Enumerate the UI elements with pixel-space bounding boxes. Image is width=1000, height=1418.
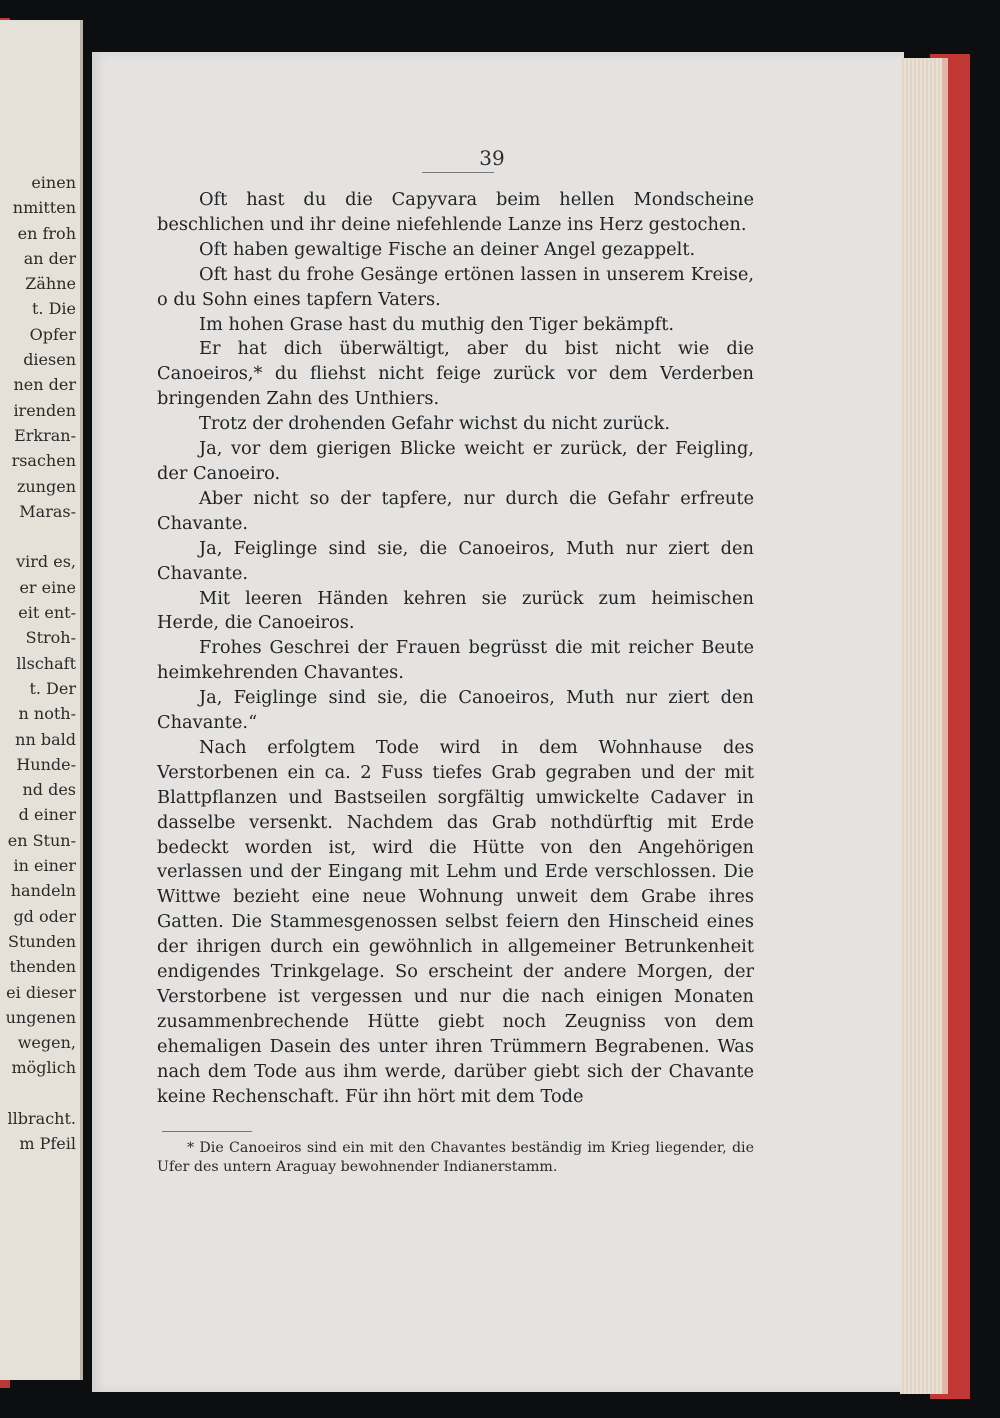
previous-page-line: nmitten — [12, 198, 76, 218]
previous-page-line: Maras- — [19, 501, 76, 521]
previous-page-line: m Pfeil — [19, 1134, 76, 1154]
paragraph: Trotz der drohenden Gefahr wichst du nicht zurück. — [199, 413, 671, 435]
paragraph: Er hat dich überwältigt, aber du bist nicht wie die Canoeiros,* du fliehst nicht feige zurück vor dem Verderben bringenden Zahn des Unthiers. — [157, 338, 754, 410]
previous-page-line: nd des — [22, 780, 76, 800]
previous-page-line: eit ent- — [18, 603, 76, 623]
previous-page-line: ungenen — [5, 1007, 76, 1027]
previous-page-line: er eine — [19, 577, 76, 597]
previous-page-line: en Stun- — [7, 830, 76, 850]
previous-page-line: ei dieser — [6, 982, 76, 1002]
paragraph: Im hohen Grase hast du muthig den Tiger bekämpft. — [199, 313, 674, 335]
previous-page-text — [0, 170, 76, 1157]
previous-page-line: thenden — [9, 957, 76, 977]
previous-page-line — [0, 524, 76, 549]
paragraph: Oft haben gewaltige Fische an deiner Angel gezappelt. — [199, 238, 696, 260]
page-block-edges — [900, 58, 948, 1394]
previous-page-line: llschaft — [16, 653, 76, 673]
current-page — [92, 52, 904, 1392]
previous-page-line: Erkran- — [14, 425, 76, 445]
previous-page-line: irenden — [13, 400, 76, 420]
previous-page-line: möglich — [11, 1058, 76, 1078]
paragraph: Ja, vor dem gierigen Blicke weicht er zurück, der Feigling, der Canoeiro. — [157, 438, 754, 484]
page-body — [157, 188, 754, 1110]
paragraph: Oft hast du die Capyvara beim hellen Mondscheine beschlichen und ihr deine niefehlende Lanze ins Herz gestochen. — [157, 189, 754, 235]
previous-page-line: rsachen — [11, 451, 76, 471]
previous-page-line: diesen — [23, 350, 76, 370]
page-number-rule — [422, 172, 494, 173]
previous-page-line — [0, 1081, 76, 1106]
page-number: 39 — [479, 146, 505, 170]
footnote: * Die Canoeiros sind ein mit den Chavantes beständig im Krieg liegender, die Ufer des untern Araguay bewohnender Indianerstamm. — [157, 1140, 754, 1175]
previous-page-line: in einer — [13, 856, 76, 876]
previous-page-line: t. Die — [31, 299, 76, 319]
paragraph: Mit leeren Händen kehren sie zurück zum heimischen Herde, die Canoeiros. — [157, 587, 754, 634]
previous-page-line: handeln — [10, 881, 76, 901]
previous-page-line: llbracht. — [7, 1108, 76, 1128]
previous-page-line: wegen, — [17, 1033, 76, 1053]
previous-page-line: Stunden — [7, 931, 76, 951]
previous-page-line: zungen — [16, 476, 76, 496]
previous-page-line: Zähne — [25, 274, 76, 294]
previous-page-line: nn bald — [15, 729, 76, 749]
previous-page-line: an der — [23, 248, 76, 268]
previous-page-line: einen — [31, 173, 76, 192]
paragraph: Ja, Feiglinge sind sie, die Canoeiros, Muth nur ziert den Chavante.“ — [157, 687, 754, 734]
previous-page-line: d einer — [18, 805, 76, 825]
footnote-rule — [162, 1131, 252, 1132]
previous-page-line: Opfer — [29, 324, 76, 344]
paragraph: Ja, Feiglinge sind sie, die Canoeiros, Muth nur ziert den Chavante. — [157, 537, 754, 584]
previous-page-line: en froh — [17, 223, 76, 243]
paragraph: Nach erfolgtem Tode wird in dem Wohnhause des Verstorbenen ein ca. 2 Fuss tiefes Grab gegraben und der mit Blattpflanzen und Bastseilen sorgfältig umwickelte Cadaver in dasselbe versenkt. Nachdem das Grab nothdürftig mit Erde bedeckt worden ist, wird die Hütte von den Angehörigen verlassen und der Eingang mit Lehm und Erde verschlossen. Die Wittwe bezieht eine neue Wohnung unweit dem Grabe ihres Gatten. Die Stammesgenossen selbst feiern den Hinscheid eines der ihrigen durch ein gewöhnlich in allgemeiner Betrunkenheit endigendes Trinkgelage. So erscheint der andere Morgen, der Verstorbene ist vergessen und nur die nach einigen Monaten zusammenbrechende Hütte giebt noch Zeugniss von dem ehemaligen Dasein des unter ihren Trümmern Begrabenen. Was nach dem Tode aus ihm werde, darüber giebt sich der Chavante keine Rechenschaft. Für ihn hört mit dem Tode — [157, 736, 754, 1107]
previous-page-line: gd oder — [13, 906, 76, 926]
previous-page-line: nen der — [13, 375, 76, 395]
paragraph: Aber nicht so der tapfere, nur durch die Gefahr erfreute Chavante. — [157, 487, 754, 534]
paragraph: Oft hast du frohe Gesänge ertönen lassen in unserem Kreise, o du Sohn eines tapfern Vaters. — [157, 263, 754, 310]
previous-page-line: t. Der — [29, 678, 76, 698]
previous-page — [0, 20, 83, 1380]
previous-page-line: Stroh- — [25, 628, 76, 648]
previous-page-line: vird es, — [16, 552, 76, 572]
previous-page-line: Hunde- — [16, 754, 76, 774]
paragraph: Frohes Geschrei der Frauen begrüsst die mit reicher Beute heimkehrenden Chavantes. — [157, 637, 754, 684]
previous-page-line: n noth- — [18, 704, 76, 724]
